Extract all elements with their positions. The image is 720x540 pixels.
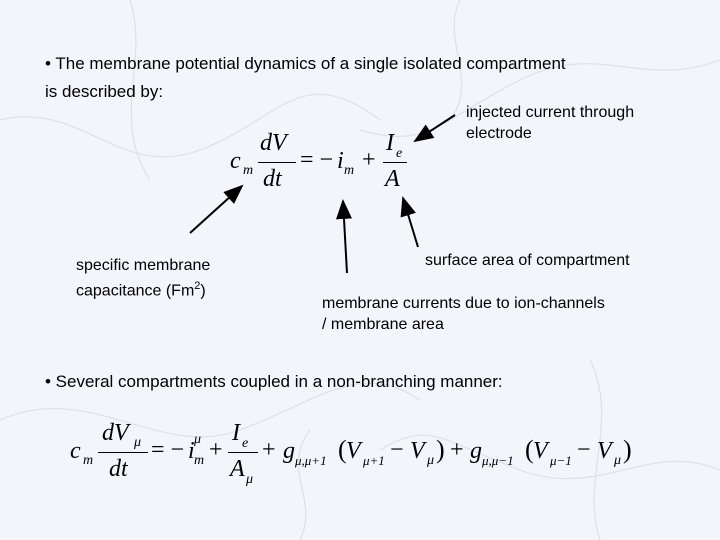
eq2-plus-2: + xyxy=(262,437,276,463)
eq2-g-2: g xyxy=(470,438,482,464)
annotation-membrane-currents-line1: membrane currents due to ion-channels xyxy=(322,295,605,312)
equation-single-compartment xyxy=(228,130,418,200)
eq2-g-2-sub: μ,μ−1 xyxy=(482,453,514,468)
eq2-minus-2: − xyxy=(577,437,591,463)
annotation-specific-capacitance-line2 xyxy=(76,276,206,301)
eq2-fraction-bar-2 xyxy=(228,452,258,453)
equation-coupled-compartments xyxy=(70,420,650,490)
eq1-c-sub: m xyxy=(243,163,254,178)
eq2-open-1: ( xyxy=(338,435,347,464)
eq2-V-3: V xyxy=(533,438,548,464)
eq2-g-1-sub: μ,μ+1 xyxy=(295,453,327,468)
eq2-c-sub: m xyxy=(83,453,94,468)
eq2-A-sub: μ xyxy=(246,472,254,487)
eq2-dV-sub: μ xyxy=(134,435,142,450)
eq2-equals-minus: = − xyxy=(151,437,185,463)
eq2-V-1-sub: μ+1 xyxy=(363,453,385,468)
eq2-i: i xyxy=(188,438,195,464)
eq2-c: c xyxy=(70,438,81,464)
eq2-plus-1: + xyxy=(209,437,223,463)
annotation-surface-area: surface area of compartment xyxy=(425,252,630,269)
eq2-close-2: ) xyxy=(623,435,632,464)
eq2-V-4: V xyxy=(597,438,612,464)
eq1-i: i xyxy=(337,148,344,174)
annotation-specific-capacitance-line1: specific membrane xyxy=(76,257,211,274)
eq2-V-1: V xyxy=(346,438,361,464)
bullet1-line1: • The membrane potential dynamics of a single isolated compartment xyxy=(45,54,566,73)
eq2-dt: dt xyxy=(109,456,128,482)
eq1-fraction-bar-1 xyxy=(258,162,296,163)
annotation-injected-current-line2: electrode xyxy=(466,125,532,142)
capacitance-close: ) xyxy=(200,282,206,300)
eq2-V-3-sub: μ−1 xyxy=(550,453,572,468)
eq2-I-sub: e xyxy=(242,436,249,451)
annotation-membrane-currents-line2: / membrane area xyxy=(322,316,444,333)
eq2-V-2-sub: μ xyxy=(427,453,435,468)
eq2-close-1: ) xyxy=(436,435,445,464)
eq2-minus-1: − xyxy=(390,437,404,463)
eq2-g-1: g xyxy=(283,438,295,464)
eq1-dV: dV xyxy=(260,130,287,156)
eq1-fraction-bar-2 xyxy=(383,162,407,163)
eq1-i-sub: m xyxy=(344,163,355,178)
eq1-equals-minus: = − xyxy=(300,147,334,173)
eq2-I: I xyxy=(232,420,240,446)
eq1-I-sub: e xyxy=(396,146,403,161)
capacitance-text: capacitance (Fm xyxy=(76,282,195,300)
capacitance-superscript: 2 xyxy=(194,280,201,292)
eq2-i-sub: m xyxy=(194,453,205,468)
eq1-dt: dt xyxy=(263,166,282,192)
eq1-c: c xyxy=(230,148,241,174)
eq1-I: I xyxy=(386,130,394,156)
eq2-V-2: V xyxy=(410,438,425,464)
eq2-plus-3: + xyxy=(450,437,464,463)
eq1-plus: + xyxy=(362,147,376,173)
eq2-i-sup: μ xyxy=(194,432,202,447)
eq2-dV: dV xyxy=(102,420,129,446)
bullet2: • Several compartments coupled in a non-branching manner: xyxy=(45,372,503,391)
eq2-open-2: ( xyxy=(525,435,534,464)
annotation-injected-current-line1: injected current through xyxy=(466,104,635,121)
eq1-A: A xyxy=(385,166,400,192)
eq2-fraction-bar-1 xyxy=(98,452,148,453)
eq2-V-4-sub: μ xyxy=(614,453,622,468)
eq2-A: A xyxy=(230,456,245,482)
bullet1-line2: is described by: xyxy=(45,82,164,101)
